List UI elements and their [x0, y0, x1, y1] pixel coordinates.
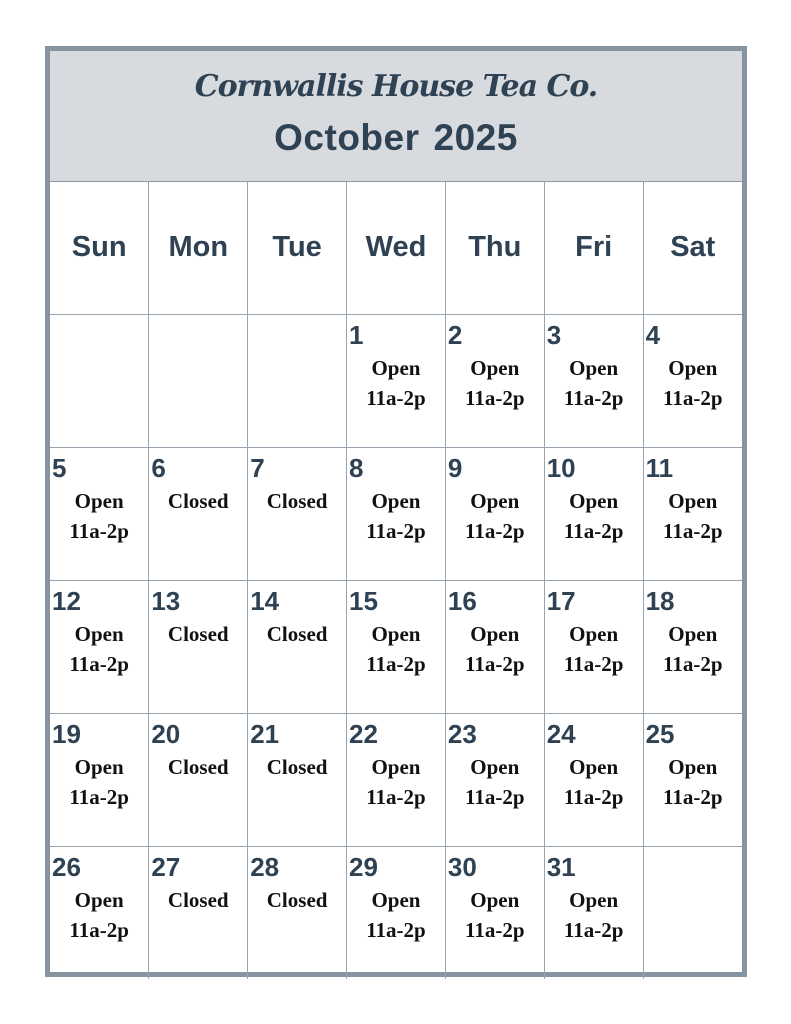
day-cell	[248, 713, 347, 846]
day-number: 22	[349, 718, 378, 749]
brand-name: Cornwallis House Tea Co.	[194, 69, 598, 104]
day-hours: 11a-2p	[69, 917, 129, 942]
day-number: 17	[546, 585, 576, 616]
day-status: Open	[668, 488, 718, 513]
day-hours: 11a-2p	[465, 917, 525, 942]
day-hours: 11a-2p	[366, 385, 426, 410]
day-status: Closed	[266, 621, 328, 646]
day-hours: 11a-2p	[563, 518, 624, 543]
day-number: 30	[447, 851, 477, 882]
month-title	[50, 101, 742, 159]
day-status: Open	[74, 488, 124, 513]
day-hours: 11a-2p	[69, 518, 129, 543]
day-status: Closed	[266, 754, 328, 779]
day-cell	[445, 846, 544, 979]
day-cell	[544, 314, 643, 447]
day-number: 21	[250, 718, 280, 749]
day-number: 25	[645, 718, 675, 749]
day-cell	[347, 713, 446, 846]
day-cell	[50, 580, 149, 713]
day-number: 11	[645, 452, 674, 483]
weekday-header-cell	[544, 182, 643, 314]
weekday-header-cell	[50, 182, 149, 314]
week-row	[50, 846, 742, 979]
day-cell	[149, 846, 248, 979]
day-number: 13	[151, 585, 181, 616]
day-hours: 11a-2p	[366, 784, 426, 809]
day-cell	[347, 846, 446, 979]
day-hours: 11a-2p	[563, 917, 624, 942]
day-number: 9	[447, 452, 463, 483]
day-number: 20	[151, 718, 181, 749]
day-status: Closed	[266, 488, 328, 513]
day-hours: 11a-2p	[465, 651, 525, 676]
day-status: Open	[569, 754, 619, 779]
weekday-label: Fri	[575, 231, 613, 264]
day-cell	[544, 447, 643, 580]
day-cell	[445, 447, 544, 580]
year: 2025	[433, 117, 518, 158]
day-hours: 11a-2p	[366, 518, 426, 543]
day-number: 12	[52, 585, 81, 616]
day-number: 14	[250, 585, 280, 616]
week-row	[50, 314, 742, 447]
day-status: Open	[668, 621, 718, 646]
day-hours: 11a-2p	[563, 784, 624, 809]
day-status: Open	[74, 887, 124, 912]
day-status: Open	[668, 754, 718, 779]
week-row	[50, 713, 742, 846]
day-status: Closed	[167, 488, 229, 513]
day-cell	[149, 580, 248, 713]
weekday-label: Sat	[670, 231, 716, 264]
day-status: Open	[569, 887, 619, 912]
day-hours: 11a-2p	[69, 651, 129, 676]
day-cell	[544, 580, 643, 713]
day-number: 23	[447, 718, 477, 749]
day-hours: 11a-2p	[663, 518, 723, 543]
day-number: 15	[349, 585, 378, 616]
day-status: Closed	[167, 887, 229, 912]
day-hours: 11a-2p	[465, 784, 525, 809]
day-hours: 11a-2p	[663, 784, 723, 809]
day-hours: 11a-2p	[563, 385, 624, 410]
day-status: Open	[371, 355, 421, 380]
day-cell	[50, 846, 149, 979]
day-hours: 11a-2p	[465, 518, 525, 543]
day-status: Open	[74, 621, 124, 646]
day-cell	[347, 314, 446, 447]
day-number: 2	[447, 319, 463, 350]
empty-day-cell	[643, 846, 742, 979]
day-cell	[248, 447, 347, 580]
day-hours: 11a-2p	[563, 651, 624, 676]
day-status: Open	[371, 621, 421, 646]
day-cell	[643, 580, 742, 713]
day-status: Open	[74, 754, 124, 779]
weekday-label: Thu	[468, 231, 522, 264]
day-status: Open	[569, 621, 619, 646]
day-cell	[347, 447, 446, 580]
day-status: Closed	[167, 621, 229, 646]
weekday-header-cell	[248, 182, 347, 314]
week-row	[50, 580, 742, 713]
day-cell	[50, 713, 149, 846]
day-hours: 11a-2p	[663, 651, 723, 676]
day-number: 10	[546, 452, 576, 483]
day-number: 29	[349, 851, 378, 882]
calendar-grid	[50, 182, 742, 979]
day-hours: 11a-2p	[663, 385, 723, 410]
day-number: 26	[52, 851, 81, 882]
day-cell	[50, 447, 149, 580]
day-number: 5	[52, 452, 67, 483]
day-number: 27	[151, 851, 181, 882]
day-number: 7	[250, 452, 265, 483]
day-status: Closed	[167, 754, 229, 779]
day-hours: 11a-2p	[465, 385, 525, 410]
empty-day-cell	[248, 314, 347, 447]
day-number: 6	[151, 452, 166, 483]
day-cell	[544, 846, 643, 979]
day-cell	[347, 580, 446, 713]
day-status: Open	[470, 887, 520, 912]
day-hours: 11a-2p	[366, 651, 426, 676]
day-number: 19	[52, 718, 81, 749]
empty-day-cell	[149, 314, 248, 447]
day-status: Open	[470, 754, 520, 779]
day-number: 8	[349, 452, 364, 483]
day-cell	[248, 580, 347, 713]
day-status: Open	[569, 355, 619, 380]
day-cell	[643, 314, 742, 447]
weekday-label: Mon	[168, 231, 229, 264]
day-cell	[248, 846, 347, 979]
day-status: Open	[569, 488, 619, 513]
day-status: Open	[371, 754, 421, 779]
day-hours: 11a-2p	[366, 917, 426, 942]
day-cell	[445, 713, 544, 846]
day-status: Open	[371, 488, 421, 513]
weekday-label: Wed	[365, 231, 427, 264]
weekday-label: Sun	[71, 231, 127, 264]
day-number: 1	[349, 319, 364, 350]
weekday-header-cell	[445, 182, 544, 314]
day-number: 16	[447, 585, 477, 616]
day-number: 3	[546, 319, 562, 350]
day-cell	[643, 447, 742, 580]
day-cell	[149, 447, 248, 580]
day-number: 31	[546, 851, 576, 882]
day-status: Open	[470, 621, 520, 646]
day-number: 24	[546, 718, 576, 749]
weekday-header-cell	[149, 182, 248, 314]
month-name: October	[274, 117, 420, 158]
weekday-header-cell	[347, 182, 446, 314]
day-status: Open	[470, 355, 520, 380]
day-cell	[643, 713, 742, 846]
day-cell	[149, 713, 248, 846]
day-cell	[544, 713, 643, 846]
empty-day-cell	[50, 314, 149, 447]
day-status: Closed	[266, 887, 328, 912]
weekday-header-cell	[643, 182, 742, 314]
week-row	[50, 447, 742, 580]
day-cell	[445, 314, 544, 447]
calendar-header	[50, 51, 742, 182]
weekday-label: Tue	[272, 231, 322, 264]
day-cell	[445, 580, 544, 713]
weekday-header-row	[50, 182, 742, 314]
day-number: 28	[250, 851, 280, 882]
day-status: Open	[371, 887, 421, 912]
calendar-frame	[45, 46, 747, 977]
day-number: 18	[645, 585, 675, 616]
day-hours: 11a-2p	[69, 784, 129, 809]
day-status: Open	[470, 488, 520, 513]
day-status: Open	[668, 355, 718, 380]
day-number: 4	[645, 319, 661, 350]
